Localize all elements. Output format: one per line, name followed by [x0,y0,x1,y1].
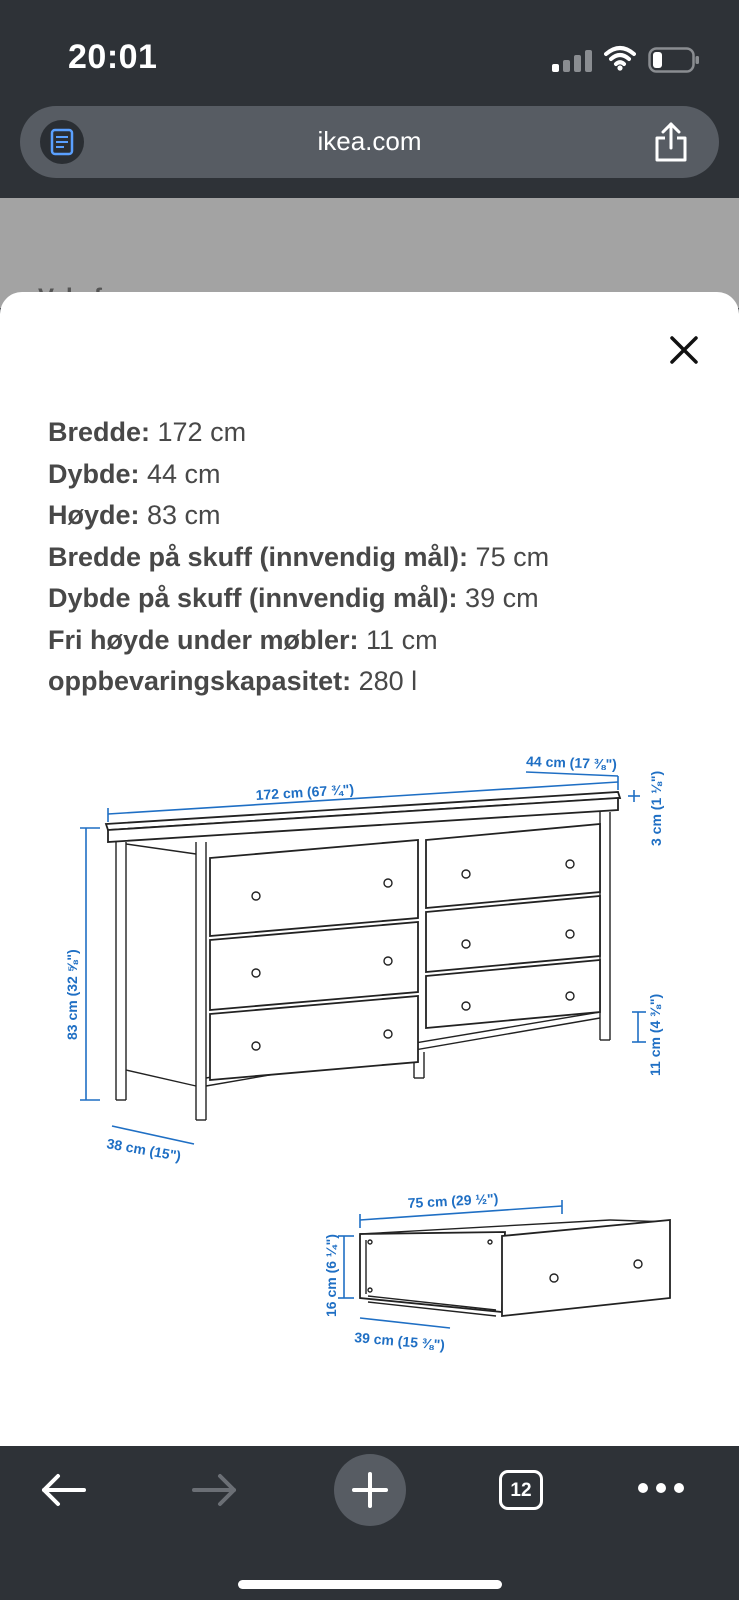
spec-label: oppbevaringskapasitet: [48,666,352,696]
address-bar[interactable] [20,106,719,178]
wifi-icon [604,45,636,71]
height-dimension-label: 83 cm (32 ⅝") [64,949,80,1040]
spec-row [48,495,549,537]
spec-row [48,537,549,579]
plus-icon [334,1454,406,1526]
url-text[interactable]: ikea.com [317,126,422,156]
spec-row [48,620,549,662]
spec-label: Dybde på skuff (innvendig mål): [48,583,458,613]
spec-value: 83 cm [139,500,221,530]
spec-label: Dybde: [48,458,140,489]
spec-label: Bredde på skuff (innvendig mål): [48,541,469,572]
back-arrow-icon[interactable] [38,1470,88,1510]
forward-arrow-icon[interactable] [190,1470,240,1510]
spec-value: 75 cm [468,541,550,572]
drawer-drawing [360,1220,670,1316]
share-icon[interactable] [651,120,691,164]
spec-value: 172 cm [150,417,247,447]
spec-row [48,454,549,496]
spec-value: 44 cm [139,458,221,489]
close-icon[interactable] [662,328,706,372]
spec-list [48,412,549,703]
spec-row [48,661,549,703]
tabs-overview-button[interactable] [499,1470,543,1510]
measurements-sheet [0,292,739,1446]
drawer-width-label: 75 cm (29 ½") [407,1190,499,1211]
top-thickness-label: 3 cm (1 ⅛") [648,770,664,846]
clearance-dimension-label: 11 cm (4 ⅜") [647,993,663,1076]
spec-label: Bredde: [48,417,151,447]
spec-row [48,578,549,620]
dimension-diagram [50,750,690,1380]
spec-label: Fri høyde under møbler: [48,624,359,655]
more-options-icon[interactable] [636,1480,686,1496]
cellular-signal-icon [552,50,592,72]
battery-icon [648,47,700,73]
new-tab-button[interactable] [334,1454,406,1526]
tabs-count: 12 [510,1480,532,1501]
width-dimension-label: 172 cm (67 ¾") [255,781,355,803]
drawer-height-label: 16 cm (6 ¼") [323,1234,339,1317]
home-indicator[interactable] [238,1580,502,1589]
spec-row [48,412,549,454]
status-bar [0,0,739,110]
spec-value: 280 l [351,666,418,696]
browser-toolbar [0,1446,739,1600]
depth-dimension-label: 44 cm (17 ⅜") [525,753,618,773]
side-depth-label: 38 cm (15") [105,1135,183,1164]
spec-label: Høyde: [48,500,140,530]
spec-value: 11 cm [358,624,438,655]
spec-value: 39 cm [457,583,539,613]
status-time: 20:01 [68,38,158,76]
drawer-depth-label: 39 cm (15 ⅜") [353,1329,446,1353]
dresser-drawing [106,792,620,1120]
